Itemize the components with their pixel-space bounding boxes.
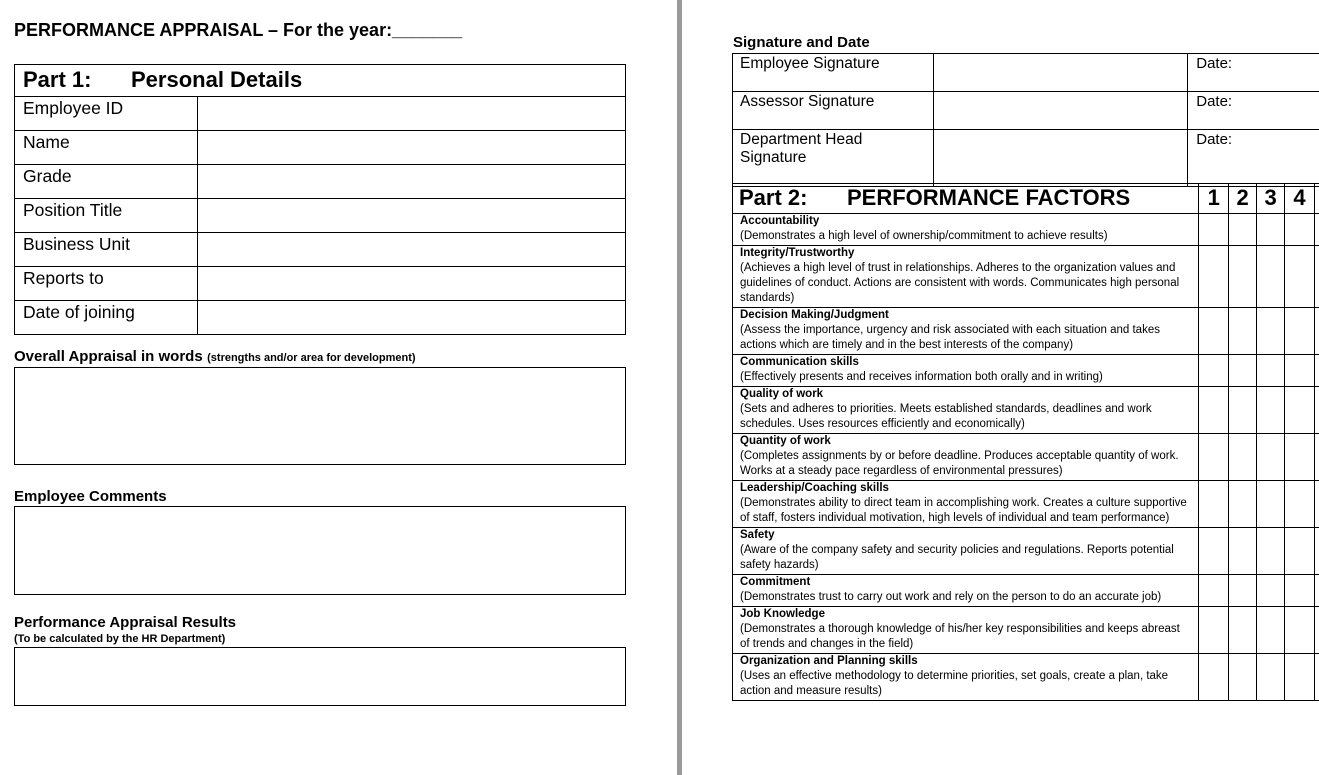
rating-cell[interactable] [1315,387,1319,434]
rating-cell[interactable] [1229,528,1257,575]
factor-name: Communication skills [740,356,859,368]
factor-cell [733,308,1199,355]
rating-cell[interactable] [1315,246,1319,308]
rating-cell[interactable] [1199,387,1229,434]
rating-cell[interactable] [1285,654,1315,701]
factor-row [733,214,1319,246]
field-row-name [15,131,626,165]
form-title: PERFORMANCE APPRAISAL – For the year:_______ [14,20,463,40]
factor-description: (Sets and adheres to priorities. Meets established standards, deadlines and work schedules. Uses resources efficiently and economically) [740,403,1152,430]
factor-cell [733,607,1199,654]
factor-row [733,355,1319,387]
rating-cell[interactable] [1257,387,1285,434]
field-row-date-of-joining [15,301,626,335]
field-label: Date of joining [15,301,198,335]
grade-field[interactable] [197,165,625,199]
reports-to-field[interactable] [197,267,625,301]
field-row-business-unit [15,233,626,267]
overall-appraisal-subtitle: (strengths and/or area for development) [207,352,416,364]
rating-cell[interactable] [1257,434,1285,481]
rating-cell[interactable] [1257,607,1285,654]
factor-row [733,387,1319,434]
part1-heading [15,65,626,97]
factor-cell [733,434,1199,481]
rating-cell[interactable] [1199,481,1229,528]
business-unit-field[interactable] [197,233,625,267]
factor-description: (Uses an effective methodology to determine priorities, set goals, create a plan, take action and measure results) [740,670,1169,697]
rating-cell[interactable] [1229,481,1257,528]
factor-row [733,528,1319,575]
factor-name: Job Knowledge [740,608,825,620]
part1-title: Personal Details [131,67,303,92]
rating-cell[interactable] [1229,214,1257,246]
factor-cell [733,575,1199,607]
part2-number: Part 2: [739,185,808,210]
rating-cell[interactable] [1257,246,1285,308]
employee-comments-title: Employee Comments [14,488,167,505]
rating-cell[interactable] [1285,387,1315,434]
rating-cell[interactable] [1229,654,1257,701]
rating-cell[interactable] [1315,355,1319,387]
signature-row-department-head [733,130,1319,187]
rating-cell[interactable] [1315,607,1319,654]
factor-description: (Achieves a high level of trust in relationships. Adheres to the organization values and guidelines of conduct. Actions are consistent with words. Communicates high personal standards) [740,262,1180,304]
rating-cell[interactable] [1257,481,1285,528]
rating-cell[interactable] [1199,308,1229,355]
rating-cell[interactable] [1315,308,1319,355]
factor-row [733,654,1319,701]
factor-row [733,481,1319,528]
rating-cell[interactable] [1285,434,1315,481]
rating-cell[interactable] [1315,434,1319,481]
factor-name: Safety [740,529,775,541]
field-row-reports-to [15,267,626,301]
rating-cell[interactable] [1199,355,1229,387]
rating-cell[interactable] [1229,434,1257,481]
rating-cell[interactable] [1315,654,1319,701]
factor-row [733,607,1319,654]
rating-cell[interactable] [1199,654,1229,701]
factor-description: (Demonstrates ability to direct team in accomplishing work. Creates a culture supportive of staff, fosters individual motivation, high levels of individual and team performance) [740,497,1187,524]
rating-cell[interactable] [1257,575,1285,607]
page-right [682,0,1319,775]
rating-cell[interactable] [1199,246,1229,308]
factor-row [733,308,1319,355]
personal-details-header [15,65,626,97]
overall-appraisal-box[interactable] [14,367,626,465]
results-box[interactable] [14,647,626,706]
field-label: Position Title [15,199,198,233]
rating-column-header: 4 [1285,184,1315,214]
factor-description: (Effectively presents and receives information both orally and in writing) [740,371,1103,383]
factor-name: Quality of work [740,388,824,400]
position-title-field[interactable] [197,199,625,233]
signature-table [732,53,1319,187]
rating-cell[interactable] [1257,308,1285,355]
rating-cell[interactable] [1315,528,1319,575]
rating-column-header [1315,184,1319,214]
field-row-employee-id [15,97,626,131]
factor-name: Accountability [740,215,820,227]
factor-cell [733,528,1199,575]
personal-details-table [14,64,626,335]
part2-heading [733,184,1199,214]
factor-cell [733,481,1199,528]
performance-factors-table [732,183,1319,701]
rating-cell[interactable] [1257,528,1285,575]
factor-name: Commitment [740,576,811,588]
assessor-signature-field[interactable] [933,92,1187,130]
rating-cell[interactable] [1285,575,1315,607]
factor-name: Decision Making/Judgment [740,309,889,321]
factor-row [733,246,1319,308]
field-label: Reports to [15,267,198,301]
assessor-date-field[interactable]: Date: [1188,92,1319,130]
signature-row-assessor [733,92,1319,130]
factor-description: (Demonstrates trust to carry out work and rely on the person to do an accurate job) [740,591,1162,603]
rating-cell[interactable] [1257,214,1285,246]
rating-cell[interactable] [1257,654,1285,701]
performance-factors-header [733,184,1319,214]
rating-cell[interactable] [1285,481,1315,528]
factor-cell [733,387,1199,434]
field-label: Grade [15,165,198,199]
results-title: Performance Appraisal Results [14,614,237,631]
rating-cell[interactable] [1285,528,1315,575]
factor-cell [733,654,1199,701]
name-field[interactable] [197,131,625,165]
rating-cell[interactable] [1229,575,1257,607]
factor-name: Leadership/Coaching skills [740,482,889,494]
signature-label: Employee Signature [733,54,934,92]
rating-column-header: 1 [1199,184,1229,214]
employee-id-field[interactable] [197,97,625,131]
field-label: Name [15,131,198,165]
factor-cell [733,355,1199,387]
factor-row [733,575,1319,607]
factor-description: (Demonstrates a thorough knowledge of his/her key responsibilities and keeps abreast of trends and changes in the field) [740,623,1180,650]
signature-label: Department Head Signature [733,130,934,187]
rating-cell[interactable] [1285,607,1315,654]
part2-title: PERFORMANCE FACTORS [847,185,1131,210]
rating-cell[interactable] [1199,528,1229,575]
rating-cell[interactable] [1199,434,1229,481]
factor-description: (Assess the importance, urgency and risk associated with each situation and takes actions which are timely and in the best interests of the company) [740,324,1160,351]
signature-label: Assessor Signature [733,92,934,130]
factor-row [733,434,1319,481]
rating-cell[interactable] [1315,575,1319,607]
rating-cell[interactable] [1199,575,1229,607]
rating-cell[interactable] [1285,308,1315,355]
factor-name: Quantity of work [740,435,831,447]
employee-signature-field[interactable] [933,54,1187,92]
factor-description: (Completes assignments by or before deadline. Produces acceptable quantity of work. Works at a steady pace regardless of environmental pressures) [740,450,1179,477]
factor-cell [733,246,1199,308]
overall-appraisal-title: Overall Appraisal in words [14,348,203,365]
factor-name: Integrity/Trustworthy [740,247,855,259]
rating-column-header: 3 [1257,184,1285,214]
signature-row-employee [733,54,1319,92]
factor-description: (Aware of the company safety and security policies and regulations. Reports potential safety hazards) [740,544,1174,571]
date-of-joining-field[interactable] [197,301,625,335]
factor-description: (Demonstrates a high level of ownership/commitment to achieve results) [740,230,1108,242]
field-row-position-title [15,199,626,233]
rating-cell[interactable] [1285,355,1315,387]
rating-cell[interactable] [1285,246,1315,308]
rating-cell[interactable] [1199,214,1229,246]
rating-cell[interactable] [1229,355,1257,387]
part1-number: Part 1: [23,67,92,92]
factor-name: Organization and Planning skills [740,655,918,667]
rating-cell[interactable] [1285,214,1315,246]
employee-date-field[interactable]: Date: [1188,54,1319,92]
rating-cell[interactable] [1257,355,1285,387]
rating-cell[interactable] [1199,607,1229,654]
overall-appraisal-heading [14,348,416,366]
rating-cell[interactable] [1229,246,1257,308]
rating-cell[interactable] [1229,308,1257,355]
field-label: Business Unit [15,233,198,267]
rating-cell[interactable] [1229,387,1257,434]
rating-column-header: 2 [1229,184,1257,214]
signature-section-title: Signature and Date [733,34,870,51]
rating-cell[interactable] [1315,481,1319,528]
rating-cell[interactable] [1229,607,1257,654]
field-label: Employee ID [15,97,198,131]
department-head-date-field[interactable]: Date: [1188,130,1319,187]
factor-cell [733,214,1199,246]
rating-cell[interactable] [1315,214,1319,246]
field-row-grade [15,165,626,199]
results-note: (To be calculated by the HR Department) [14,633,226,645]
employee-comments-box[interactable] [14,506,626,595]
department-head-signature-field[interactable] [933,130,1187,187]
